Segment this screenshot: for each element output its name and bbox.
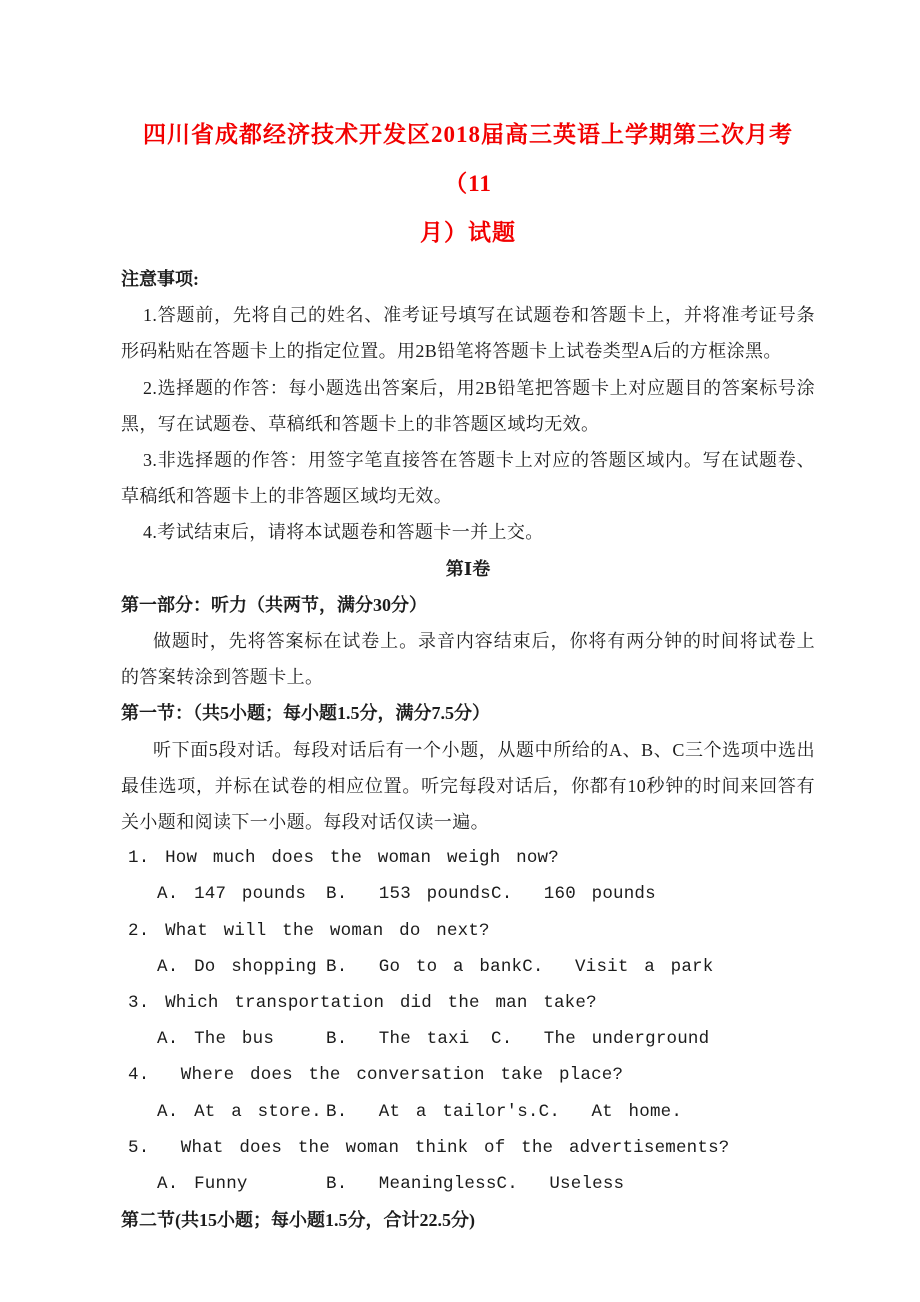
volume-heading: 第Ⅰ卷 xyxy=(445,558,491,579)
notice-item-1: 1.答题前，先将自己的姓名、准考证号填写在试题卷和答题卡上，并将准考证号条形码粘贴在答题卡上的指定位置。用2B铅笔将答题卡上试卷类型A后的方框涂黑。 xyxy=(121,305,815,362)
question-2-option-c: C. Visit a park xyxy=(522,956,714,977)
question-4-text: 4. Where does the conversation take place? xyxy=(128,1065,624,1086)
notice-item-2: 2.选择题的作答：每小题选出答案后，用2B铅笔把答题卡上对应题目的答案标号涂黑，写在试题卷、草稿纸和答题卡上的非答题区域均无效。 xyxy=(121,377,815,434)
exam-title-line-2: 月）试题 xyxy=(420,220,516,245)
question-1-text: 1. How much does the woman weigh now? xyxy=(128,848,559,869)
exam-title-line-1: 四川省成都经济技术开发区2018届高三英语上学期第三次月考（11 xyxy=(143,122,793,196)
section1-heading: 第一节：（共5小题；每小题1.5分，满分7.5分） xyxy=(121,703,490,724)
question-1-option-a: A. 147 pounds xyxy=(157,884,307,905)
question-block-2 xyxy=(121,913,815,985)
question-2-option-a: A. Do shopping xyxy=(157,956,317,977)
question-5-option-a: A. Funny xyxy=(157,1174,248,1195)
question-3-options xyxy=(121,1021,815,1057)
question-block-3 xyxy=(121,985,815,1057)
question-5-options xyxy=(121,1166,815,1202)
question-4-option-c: C. At home. xyxy=(538,1101,683,1122)
question-4-option-b: B. At a tailor's. xyxy=(326,1101,539,1122)
question-5-option-c: C. Useless xyxy=(496,1174,625,1195)
part1-heading: 第一部分：听力（共两节，满分30分） xyxy=(121,594,427,615)
question-1-option-b: B. 153 pounds xyxy=(326,884,491,905)
exam-title xyxy=(121,110,815,257)
question-2-options xyxy=(121,949,815,985)
notice-item-3: 3.非选择题的作答：用签字笔直接答在答题卡上对应的答题区域内。写在试题卷、草稿纸和答题卡上的非答题区域均无效。 xyxy=(121,450,815,507)
section2-heading: 第二节(共15小题；每小题1.5分，合计22.5分) xyxy=(121,1210,475,1231)
question-2-text: 2. What will the woman do next? xyxy=(128,920,490,941)
question-3-text: 3. Which transportation did the man take? xyxy=(128,993,597,1014)
question-5-text: 5. What does the woman think of the advertisements? xyxy=(128,1137,730,1158)
question-block-4 xyxy=(121,1057,815,1129)
question-block-5 xyxy=(121,1130,815,1202)
question-1-options xyxy=(121,876,815,912)
question-3-option-c: C. The underground xyxy=(491,1029,710,1050)
question-3-option-b: B. The taxi xyxy=(326,1029,470,1050)
question-4-option-a: A. At a store. xyxy=(157,1101,322,1122)
question-3-option-a: A. The bus xyxy=(157,1029,275,1050)
notices-heading: 注意事项: xyxy=(121,269,199,289)
notice-item-4: 4.考试结束后，请将本试题卷和答题卡一并上交。 xyxy=(143,522,544,543)
question-1-option-c: C. 160 pounds xyxy=(491,884,656,905)
question-4-options xyxy=(121,1094,815,1130)
question-5-option-b: B. Meaningless xyxy=(326,1174,497,1195)
section1-instructions: 听下面5段对话。每段对话后有一个小题，从题中所给的A、B、C三个选项中选出最佳选项，并标在试卷的相应位置。听完每段对话后，你都有10秒钟的时间来回答有关小题和阅读下一小题。每段对话仅读一遍。 xyxy=(121,739,815,833)
question-2-option-b: B. Go to a bank xyxy=(326,956,523,977)
question-block-1 xyxy=(121,840,815,912)
part1-intro: 做题时，先将答案标在试卷上。录音内容结束后，你将有两分钟的时间将试卷上的答案转涂到答题卡上。 xyxy=(121,631,815,688)
